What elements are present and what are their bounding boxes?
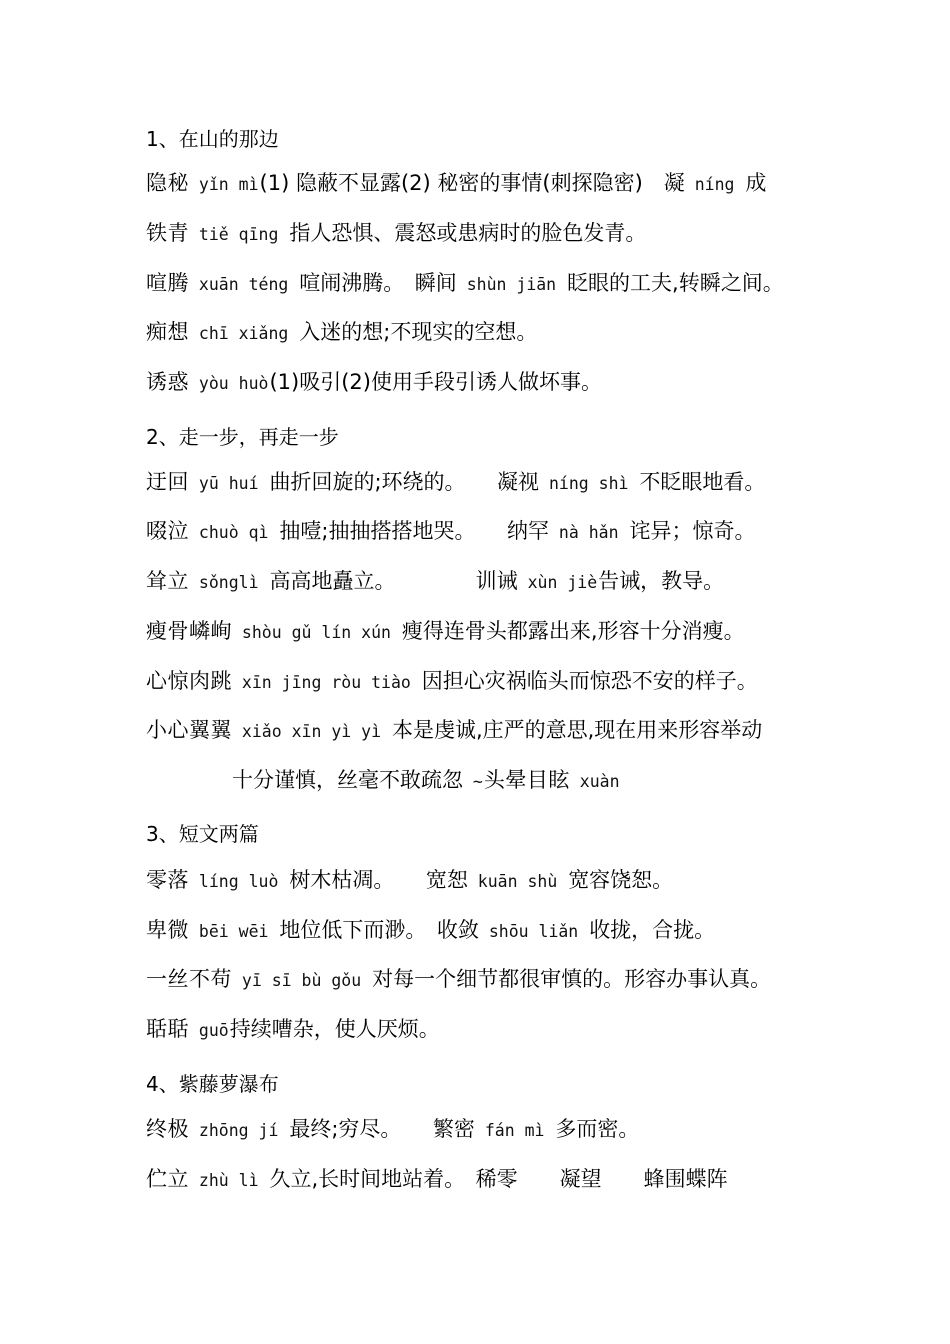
definition: 宽容饶恕。	[568, 868, 674, 892]
vocab-term: 头晕目眩	[483, 768, 570, 792]
definition: 抽噎;抽抽搭搭地哭。 纳罕	[279, 519, 549, 543]
definition: 本是虔诚,庄严的意思,现在用来形容举动	[391, 718, 763, 742]
definition: 告诫，教导。	[598, 569, 725, 593]
vocab-line	[146, 664, 836, 698]
definition: 树木枯凋。 宽恕	[289, 868, 468, 892]
definition: 多而密。	[555, 1117, 640, 1141]
vocab-term: 终极	[146, 1117, 189, 1141]
vocab-line	[146, 365, 836, 399]
vocab-term: 隐秘	[146, 171, 189, 195]
pinyin: bēi wēi	[189, 922, 279, 941]
definition: 十分谨慎，丝毫不敢疏忽	[232, 768, 463, 792]
vocab-line	[146, 713, 836, 747]
vocab-line	[146, 863, 836, 897]
section-heading-4	[146, 1067, 836, 1101]
definition: (1)吸引(2)使用手段引诱人做坏事。	[269, 370, 602, 394]
definition: 收拢，合拢。	[589, 918, 716, 942]
section-title: 3、短文两篇	[146, 822, 259, 846]
pinyin: níng shì	[539, 474, 639, 493]
pinyin: xiǎo xīn yì yì	[232, 722, 391, 741]
vocab-line	[146, 913, 836, 947]
vocab-line	[146, 315, 836, 349]
pinyin: yū huí	[189, 474, 269, 493]
section-heading-3	[146, 817, 836, 851]
section-title: 1、在山的那边	[146, 127, 279, 151]
definition: 久立,长时间地站着。 稀零 凝望 蜂围蝶阵	[269, 1167, 728, 1191]
definition: 眨眼的工夫,转瞬之间。	[567, 271, 784, 295]
pinyin: tiě qīng	[189, 225, 289, 244]
vocab-term: 耸立	[146, 569, 189, 593]
definition: 因担心灾祸临头而惊恐不安的样子。	[421, 669, 758, 693]
vocab-term: 卑微	[146, 918, 189, 942]
pinyin: guō	[189, 1021, 229, 1040]
vocab-line	[146, 962, 836, 996]
pinyin: nà hǎn	[548, 523, 629, 542]
pinyin: xuān téng	[189, 275, 299, 294]
pinyin: kuān shù	[467, 872, 568, 891]
definition: 瘦得连骨头都露出来,形容十分消瘦。	[401, 619, 745, 643]
vocab-term: 伫立	[146, 1167, 189, 1191]
vocab-line-continuation	[232, 763, 832, 797]
definition: 喧闹沸腾。 瞬间	[299, 271, 457, 295]
pinyin: níng	[684, 175, 745, 194]
vocab-line	[146, 465, 836, 499]
pinyin: líng luò	[189, 872, 289, 891]
pinyin: yòu huò	[189, 374, 269, 393]
vocab-term: 一丝不苟	[146, 967, 232, 991]
definition: 指人恐惧、震怒或患病时的脸色发青。	[289, 221, 647, 245]
pinyin: yī sī bù gǒu	[232, 971, 372, 990]
vocab-line	[146, 564, 836, 598]
vocab-term: 零落	[146, 868, 189, 892]
vocab-term: 迂回	[146, 470, 189, 494]
pinyin: yǐn mì	[189, 175, 259, 194]
vocab-term: 小心翼翼	[146, 718, 232, 742]
pinyin: fán mì	[474, 1121, 555, 1140]
vocab-line	[146, 166, 836, 200]
vocab-line	[146, 1112, 836, 1146]
section-heading-2	[146, 420, 836, 454]
pinyin: zhōng jí	[189, 1121, 289, 1140]
pinyin: shōu liǎn	[478, 922, 589, 941]
vocab-term: 痴想	[146, 320, 189, 344]
section-title: 2、走一步，再走一步	[146, 425, 339, 449]
vocab-term: 铁青	[146, 221, 189, 245]
section-heading-1	[146, 122, 836, 156]
pinyin: xīn jīng ròu tiào	[232, 673, 421, 692]
vocab-line	[146, 514, 836, 548]
definition: 地位低下而渺。 收敛	[279, 918, 479, 942]
pinyin: chuò qì	[189, 523, 279, 542]
pinyin: xùn jiè	[517, 573, 598, 592]
definition: 最终;穷尽。 繁密	[289, 1117, 475, 1141]
vocab-term: 聒聒	[146, 1017, 189, 1041]
vocab-term: 瘦骨嶙峋	[146, 619, 232, 643]
vocab-line	[146, 1012, 836, 1046]
pinyin: chī xiǎng	[189, 324, 299, 343]
vocab-term: 诱惑	[146, 370, 189, 394]
pinyin: ~	[463, 772, 483, 791]
vocab-term: 心惊肉跳	[146, 669, 232, 693]
vocab-term: 啜泣	[146, 519, 189, 543]
definition: 诧异；惊奇。	[629, 519, 756, 543]
pinyin: sǒnglì	[189, 573, 269, 592]
vocab-line	[146, 1162, 836, 1196]
pinyin: zhù lì	[189, 1171, 269, 1190]
definition: 入迷的想;不现实的空想。	[299, 320, 538, 344]
section-title: 4、紫藤萝瀑布	[146, 1072, 279, 1096]
definition: 成	[745, 171, 767, 195]
vocab-line	[146, 614, 836, 648]
definition: 高高地矗立。 训诫	[269, 569, 518, 593]
definition: 对每一个细节都很审慎的。形容办事认真。	[372, 967, 772, 991]
definition: 不眨眼地看。	[639, 470, 766, 494]
definition: (1) 隐蔽不显露(2) 秘密的事情(刺探隐密) 凝	[259, 171, 685, 195]
vocab-line	[146, 266, 836, 300]
vocab-line	[146, 216, 836, 250]
pinyin: shòu gǔ lín xún	[232, 623, 401, 642]
pinyin: xuàn	[569, 772, 620, 791]
definition: 曲折回旋的;环绕的。 凝视	[269, 470, 540, 494]
definition: 持续嘈杂，使人厌烦。	[229, 1017, 440, 1041]
vocab-term: 喧腾	[146, 271, 189, 295]
pinyin: shùn jiān	[456, 275, 567, 294]
